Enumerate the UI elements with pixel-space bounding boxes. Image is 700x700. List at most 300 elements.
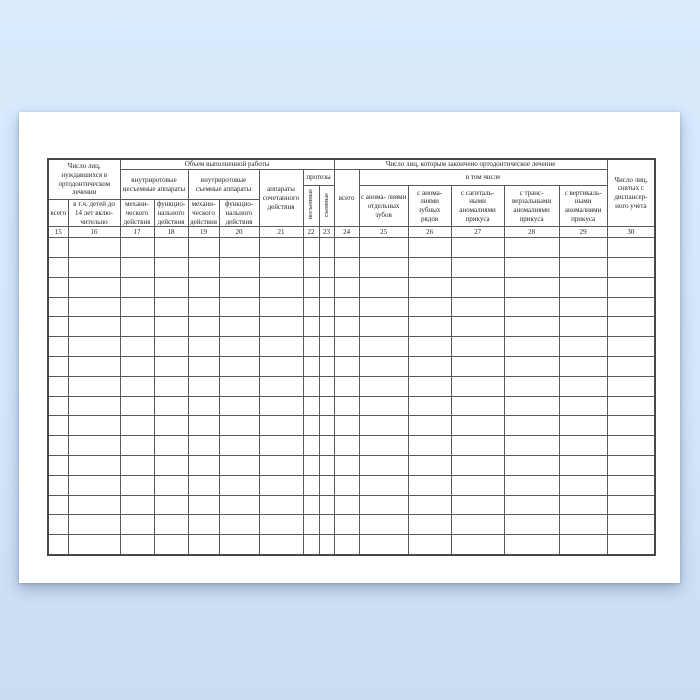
body-cell xyxy=(68,456,120,476)
body-cell xyxy=(408,515,451,535)
body-cell xyxy=(359,337,408,357)
body-cell xyxy=(319,475,334,495)
body-cell xyxy=(303,337,319,357)
body-row xyxy=(48,337,655,357)
body-cell xyxy=(219,238,259,258)
body-cell xyxy=(408,297,451,317)
body-cell xyxy=(259,357,303,377)
body-cell xyxy=(303,416,319,436)
body-cell xyxy=(334,357,359,377)
form-header xyxy=(48,159,655,238)
body-cell xyxy=(359,317,408,337)
body-cell xyxy=(154,436,188,456)
body-cell xyxy=(504,436,559,456)
body-cell xyxy=(48,436,68,456)
body-cell xyxy=(188,475,219,495)
body-cell xyxy=(451,396,504,416)
body-cell xyxy=(188,436,219,456)
body-row xyxy=(48,515,655,535)
body-cell xyxy=(504,475,559,495)
body-cell xyxy=(451,515,504,535)
body-cell xyxy=(303,297,319,317)
body-cell xyxy=(48,515,68,535)
body-cell xyxy=(259,258,303,278)
body-cell xyxy=(607,297,655,317)
body-cell xyxy=(120,337,154,357)
body-cell xyxy=(219,357,259,377)
body-row xyxy=(48,436,655,456)
body-cell xyxy=(607,357,655,377)
body-cell xyxy=(607,238,655,258)
header-total-col15: всего xyxy=(48,200,68,227)
body-cell xyxy=(219,436,259,456)
body-cell xyxy=(607,337,655,357)
header-sagittal-col27: с сагиталь- ными аномалиями прикуса xyxy=(451,186,504,227)
body-row xyxy=(48,456,655,476)
body-cell xyxy=(303,277,319,297)
body-cell xyxy=(120,495,154,515)
header-children-col16: в т.ч. детей до 14 лет вклю- чительно xyxy=(68,200,120,227)
body-cell xyxy=(334,297,359,317)
header-transversal-col28: с транс- верзальными аномалиями прикуса xyxy=(504,186,559,227)
body-cell xyxy=(559,277,607,297)
header-including-group: в том числе xyxy=(359,170,607,186)
body-cell xyxy=(259,475,303,495)
body-cell xyxy=(259,297,303,317)
body-cell xyxy=(154,495,188,515)
body-cell xyxy=(219,376,259,396)
body-cell xyxy=(303,396,319,416)
body-cell xyxy=(559,258,607,278)
body-cell xyxy=(408,535,451,555)
body-cell xyxy=(607,436,655,456)
body-cell xyxy=(219,535,259,555)
body-cell xyxy=(359,357,408,377)
body-cell xyxy=(408,396,451,416)
body-cell xyxy=(359,416,408,436)
body-cell xyxy=(219,258,259,278)
body-cell xyxy=(319,396,334,416)
header-prosthesis-group: протезы xyxy=(303,170,334,186)
body-cell xyxy=(219,515,259,535)
body-cell xyxy=(154,258,188,278)
body-cell xyxy=(48,297,68,317)
body-cell xyxy=(559,456,607,476)
body-cell xyxy=(334,495,359,515)
body-cell xyxy=(120,258,154,278)
body-cell xyxy=(334,238,359,258)
body-cell xyxy=(303,238,319,258)
body-cell xyxy=(154,297,188,317)
header-intraoral-fixed: внутриротовые несъемные аппараты xyxy=(120,170,188,200)
body-cell xyxy=(607,515,655,535)
body-cell xyxy=(319,456,334,476)
body-cell xyxy=(504,376,559,396)
body-cell xyxy=(120,277,154,297)
body-cell xyxy=(68,357,120,377)
body-cell xyxy=(559,515,607,535)
body-cell xyxy=(68,337,120,357)
body-cell xyxy=(48,535,68,555)
body-cell xyxy=(154,515,188,535)
body-row xyxy=(48,357,655,377)
body-cell xyxy=(359,277,408,297)
body-cell xyxy=(259,337,303,357)
body-cell xyxy=(303,376,319,396)
column-number-29: 29 xyxy=(559,227,607,238)
header-removable-col23: съемные xyxy=(319,186,334,227)
body-cell xyxy=(259,535,303,555)
body-cell xyxy=(303,535,319,555)
body-cell xyxy=(48,337,68,357)
body-cell xyxy=(48,317,68,337)
body-row xyxy=(48,495,655,515)
body-cell xyxy=(559,376,607,396)
body-cell xyxy=(319,337,334,357)
body-row xyxy=(48,475,655,495)
body-cell xyxy=(559,317,607,337)
body-cell xyxy=(504,317,559,337)
orthodontic-form-table xyxy=(47,158,656,556)
body-cell xyxy=(451,337,504,357)
body-cell xyxy=(359,515,408,535)
body-cell xyxy=(48,495,68,515)
body-cell xyxy=(504,337,559,357)
body-cell xyxy=(259,436,303,456)
body-cell xyxy=(559,475,607,495)
body-cell xyxy=(451,495,504,515)
body-cell xyxy=(154,475,188,495)
body-cell xyxy=(154,416,188,436)
body-row xyxy=(48,317,655,337)
header-mechanical-col17: механи- ческого действия xyxy=(120,200,154,227)
body-cell xyxy=(334,436,359,456)
body-cell xyxy=(559,495,607,515)
body-row xyxy=(48,535,655,555)
body-cell xyxy=(48,416,68,436)
body-cell xyxy=(319,258,334,278)
body-cell xyxy=(188,456,219,476)
body-cell xyxy=(334,396,359,416)
body-cell xyxy=(408,277,451,297)
body-cell xyxy=(359,436,408,456)
column-number-21: 21 xyxy=(259,227,303,238)
body-cell xyxy=(120,396,154,416)
body-cell xyxy=(68,258,120,278)
body-cell xyxy=(607,277,655,297)
header-needing-group: Число лиц, нуждавшихся в ортодонтическом лечении xyxy=(48,159,120,200)
body-row xyxy=(48,277,655,297)
body-cell xyxy=(504,456,559,476)
header-functional-col18: функцио- нального действия xyxy=(154,200,188,227)
body-cell xyxy=(259,396,303,416)
body-cell xyxy=(68,416,120,436)
body-cell xyxy=(451,277,504,297)
column-number-24: 24 xyxy=(334,227,359,238)
body-cell xyxy=(120,357,154,377)
column-number-30: 30 xyxy=(607,227,655,238)
body-cell xyxy=(408,456,451,476)
body-cell xyxy=(408,317,451,337)
body-cell xyxy=(219,475,259,495)
body-cell xyxy=(48,456,68,476)
body-cell xyxy=(451,535,504,555)
body-row xyxy=(48,396,655,416)
body-cell xyxy=(334,535,359,555)
body-cell xyxy=(504,277,559,297)
body-row xyxy=(48,238,655,258)
column-number-15: 15 xyxy=(48,227,68,238)
body-cell xyxy=(259,495,303,515)
body-cell xyxy=(219,416,259,436)
body-cell xyxy=(188,238,219,258)
body-cell xyxy=(359,495,408,515)
body-cell xyxy=(451,317,504,337)
column-numbers-row xyxy=(48,227,655,238)
body-cell xyxy=(559,238,607,258)
header-work-group: Объем выполненной работы xyxy=(120,159,334,170)
body-row xyxy=(48,258,655,278)
body-cell xyxy=(259,317,303,337)
body-cell xyxy=(451,436,504,456)
body-cell xyxy=(334,416,359,436)
body-cell xyxy=(219,337,259,357)
body-cell xyxy=(48,376,68,396)
body-cell xyxy=(120,317,154,337)
body-cell xyxy=(359,297,408,317)
body-cell xyxy=(607,396,655,416)
body-cell xyxy=(334,258,359,278)
body-cell xyxy=(334,337,359,357)
body-cell xyxy=(504,515,559,535)
body-cell xyxy=(188,337,219,357)
body-cell xyxy=(319,357,334,377)
body-cell xyxy=(120,515,154,535)
body-cell xyxy=(334,376,359,396)
body-cell xyxy=(303,258,319,278)
body-cell xyxy=(154,456,188,476)
header-combined-col21: аппараты сочетанного действия xyxy=(259,170,303,227)
body-cell xyxy=(408,357,451,377)
body-cell xyxy=(334,277,359,297)
body-cell xyxy=(154,357,188,377)
body-cell xyxy=(188,258,219,278)
body-cell xyxy=(48,396,68,416)
body-cell xyxy=(559,337,607,357)
header-finished-group: Число лиц, которым закончено ортодонтическое лечение xyxy=(334,159,607,170)
header-intraoral-removable: внутриротовые съемные аппараты xyxy=(188,170,259,200)
body-cell xyxy=(504,297,559,317)
body-cell xyxy=(504,238,559,258)
body-cell xyxy=(504,258,559,278)
body-cell xyxy=(504,396,559,416)
body-cell xyxy=(68,515,120,535)
body-cell xyxy=(607,495,655,515)
body-cell xyxy=(48,258,68,278)
body-cell xyxy=(559,297,607,317)
body-cell xyxy=(219,495,259,515)
body-cell xyxy=(359,535,408,555)
header-fixed-col22: несъемные xyxy=(303,186,319,227)
body-cell xyxy=(68,495,120,515)
column-number-19: 19 xyxy=(188,227,219,238)
body-cell xyxy=(319,416,334,436)
body-cell xyxy=(408,258,451,278)
body-cell xyxy=(154,396,188,416)
body-cell xyxy=(154,238,188,258)
body-cell xyxy=(154,376,188,396)
body-cell xyxy=(319,535,334,555)
body-cell xyxy=(451,297,504,317)
body-cell xyxy=(559,535,607,555)
body-cell xyxy=(303,495,319,515)
body-cell xyxy=(259,238,303,258)
header-dispensary-col30: Число лиц, снятых с диспансер- ного учета xyxy=(607,159,655,227)
body-cell xyxy=(607,456,655,476)
body-cell xyxy=(559,357,607,377)
header-vertical-col29: с вертикаль- ными аномалиями прикуса xyxy=(559,186,607,227)
body-cell xyxy=(504,357,559,377)
column-number-20: 20 xyxy=(219,227,259,238)
column-number-23: 23 xyxy=(319,227,334,238)
body-cell xyxy=(559,416,607,436)
body-cell xyxy=(303,475,319,495)
body-cell xyxy=(259,456,303,476)
body-cell xyxy=(408,238,451,258)
header-total-col24: всего xyxy=(334,170,359,227)
body-cell xyxy=(68,376,120,396)
body-cell xyxy=(359,258,408,278)
body-cell xyxy=(319,515,334,535)
body-cell xyxy=(303,357,319,377)
body-cell xyxy=(188,495,219,515)
body-cell xyxy=(408,376,451,396)
body-cell xyxy=(359,456,408,476)
body-cell xyxy=(334,317,359,337)
body-cell xyxy=(504,416,559,436)
header-anomalies-teeth-col25: с анома- лиями отдельных зубов xyxy=(359,186,408,227)
body-cell xyxy=(120,376,154,396)
body-cell xyxy=(219,317,259,337)
body-cell xyxy=(68,396,120,416)
body-cell xyxy=(259,515,303,535)
body-cell xyxy=(607,416,655,436)
body-cell xyxy=(303,515,319,535)
column-number-16: 16 xyxy=(68,227,120,238)
body-cell xyxy=(334,456,359,476)
body-cell xyxy=(219,396,259,416)
body-cell xyxy=(607,535,655,555)
body-cell xyxy=(319,238,334,258)
body-cell xyxy=(408,416,451,436)
body-cell xyxy=(319,436,334,456)
body-cell xyxy=(120,475,154,495)
body-cell xyxy=(408,337,451,357)
body-cell xyxy=(68,535,120,555)
body-cell xyxy=(154,317,188,337)
column-number-27: 27 xyxy=(451,227,504,238)
body-cell xyxy=(607,475,655,495)
body-cell xyxy=(359,475,408,495)
body-cell xyxy=(188,376,219,396)
body-cell xyxy=(504,535,559,555)
body-cell xyxy=(188,416,219,436)
body-cell xyxy=(451,456,504,476)
body-cell xyxy=(120,297,154,317)
body-cell xyxy=(48,475,68,495)
body-cell xyxy=(319,495,334,515)
body-row xyxy=(48,416,655,436)
header-mechanical-col19: механи- ческого действия xyxy=(188,200,219,227)
body-cell xyxy=(607,317,655,337)
body-cell xyxy=(48,357,68,377)
paper-sheet xyxy=(19,112,680,583)
body-cell xyxy=(188,515,219,535)
body-cell xyxy=(219,277,259,297)
body-cell xyxy=(607,258,655,278)
body-cell xyxy=(303,456,319,476)
column-number-28: 28 xyxy=(504,227,559,238)
body-cell xyxy=(120,436,154,456)
column-number-22: 22 xyxy=(303,227,319,238)
body-cell xyxy=(451,475,504,495)
body-cell xyxy=(120,456,154,476)
body-cell xyxy=(68,475,120,495)
body-cell xyxy=(303,317,319,337)
body-cell xyxy=(259,416,303,436)
body-cell xyxy=(559,396,607,416)
body-cell xyxy=(120,238,154,258)
body-cell xyxy=(120,416,154,436)
body-cell xyxy=(334,475,359,495)
body-cell xyxy=(451,416,504,436)
body-cell xyxy=(408,475,451,495)
body-cell xyxy=(154,535,188,555)
body-cell xyxy=(68,297,120,317)
body-cell xyxy=(259,277,303,297)
body-cell xyxy=(188,297,219,317)
body-cell xyxy=(120,535,154,555)
body-cell xyxy=(188,535,219,555)
body-cell xyxy=(451,357,504,377)
body-cell xyxy=(154,337,188,357)
body-cell xyxy=(188,396,219,416)
body-cell xyxy=(259,376,303,396)
body-cell xyxy=(607,376,655,396)
body-row xyxy=(48,297,655,317)
body-cell xyxy=(68,238,120,258)
body-cell xyxy=(319,317,334,337)
header-functional-col20: функцио- нального действия xyxy=(219,200,259,227)
body-cell xyxy=(68,436,120,456)
body-cell xyxy=(408,436,451,456)
header-anomalies-rows-col26: с анома- лиями зубных рядов xyxy=(408,186,451,227)
body-cell xyxy=(504,495,559,515)
body-cell xyxy=(359,376,408,396)
body-cell xyxy=(359,238,408,258)
form-body xyxy=(48,238,655,555)
body-cell xyxy=(303,436,319,456)
column-number-18: 18 xyxy=(154,227,188,238)
body-cell xyxy=(451,376,504,396)
body-cell xyxy=(188,317,219,337)
body-cell xyxy=(188,357,219,377)
body-cell xyxy=(188,277,219,297)
column-number-25: 25 xyxy=(359,227,408,238)
body-cell xyxy=(154,277,188,297)
body-cell xyxy=(319,376,334,396)
body-cell xyxy=(559,436,607,456)
